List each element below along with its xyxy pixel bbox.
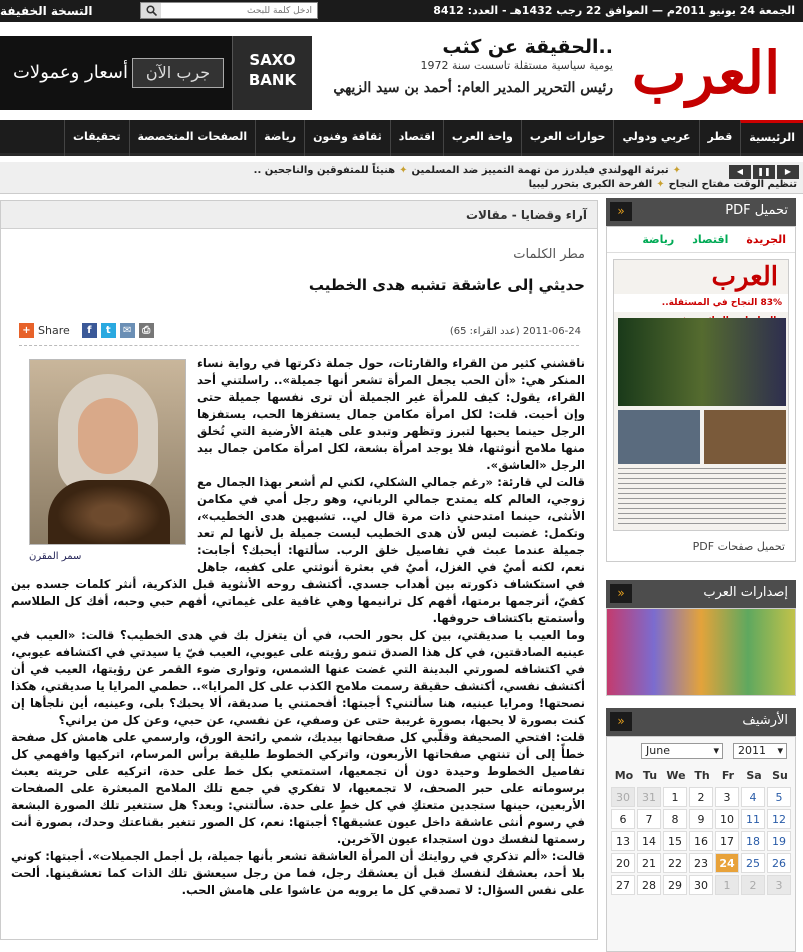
month-value: June [646, 744, 670, 757]
nav-item-oasis[interactable]: واحة العرب [443, 120, 521, 156]
ticker-controls [729, 165, 799, 179]
calendar-day[interactable]: 28 [637, 875, 661, 895]
article-toolbar [19, 323, 581, 341]
search-input[interactable] [161, 3, 316, 18]
calendar-day[interactable]: 26 [767, 853, 791, 873]
read-count: (عدد القراء: 65) [449, 326, 520, 337]
share-button[interactable]: Share [38, 324, 70, 337]
breadcrumb[interactable]: آراء وقضايا - مقالات [1, 201, 597, 229]
share-tools [19, 323, 154, 338]
chevron-down-icon: ▾ [777, 744, 783, 757]
ticker-pause-icon[interactable]: ❚❚ [753, 165, 775, 179]
day-of-week-label: Th [694, 769, 710, 782]
calendar-day[interactable]: 30 [611, 787, 635, 807]
archive-header [606, 708, 796, 736]
calendar-day[interactable]: 14 [637, 831, 661, 851]
arrow-icon[interactable]: « [610, 584, 632, 603]
article-title: حديثي إلى عاشقة تشبه هدى الخطيب [308, 276, 585, 294]
paper-headline: 83% النجاح في المستقلة.. [614, 294, 788, 312]
share-plus-icon[interactable]: + [19, 323, 34, 338]
article-paragraph: قالت: «ألم تذكري في روايتك أن المرأة العاشقة تشعر بأنها جميلة، بل أجمل الجميلات». أجبتها: كوني بلا أحد، بعشقك لنفسك قبل أن يعشقك رجل، فما من رجل سيعشق تلك الذات كما تعشقينها. ألحت على نفس السؤال: لا تصدقي كل ما يرويه من عاشوا على هامش الحب. [11, 849, 585, 897]
sidebar [606, 198, 796, 940]
pdf-tabs [607, 227, 795, 253]
calendar-day[interactable]: 15 [663, 831, 687, 851]
site-header [0, 22, 803, 120]
print-icon[interactable]: ⎙ [139, 323, 154, 338]
article-info [450, 326, 581, 337]
nav-item-economy[interactable]: اقتصاد [390, 120, 443, 156]
calendar-day[interactable]: 27 [611, 875, 635, 895]
arrow-icon[interactable]: « [610, 712, 632, 731]
star-icon: ✦ [399, 165, 408, 176]
calendar-day[interactable]: 2 [689, 787, 713, 807]
calendar-day[interactable]: 24 [715, 853, 739, 873]
ticker-row [254, 165, 685, 177]
article-paragraph: ناقشني كثير من القراء والقارئات، حول جملة ذكرتها في رواية نساء المنكر هي: «أن الحب يجعل المرأة تشعر أنها جميلة».. راسلتني أحد القراء، يقول: كيف للمرأة غير الجميلة أن ترى نفسها جميلة حتى وإن أحبت. قلت: لكل امرأة مكامن جمال يستفزها الحب، يستفزها الرجل حينما يحبها لتبرز وتظهر وتبدو على هيئة الأرضية التي تُخلق منها ملامح أنوثتها، فلا يوجد امرأة بشعة، لكل امرأة مكامن جمال بيد الرجل «العاشق». [197, 356, 585, 472]
day-of-week-label: Sa [746, 769, 762, 782]
day-of-week-label: Su [772, 769, 788, 782]
calendar-day[interactable]: 13 [611, 831, 635, 851]
day-of-week-label: Tu [642, 769, 658, 782]
calendar-day[interactable]: 8 [663, 809, 687, 829]
article-date: 2011-06-24 [522, 326, 581, 337]
nav-item-sports[interactable]: رياضة [255, 120, 304, 156]
article-body [11, 355, 585, 899]
calendar-day[interactable]: 20 [611, 853, 635, 873]
calendar-day[interactable]: 9 [689, 809, 713, 829]
paper-masthead: العرب [711, 262, 778, 292]
calendar-day[interactable]: 23 [689, 853, 713, 873]
ticker-prev-icon[interactable]: ◀ [729, 165, 751, 179]
calendar-grid [611, 787, 793, 895]
article-paragraph: قلت: افتحي الصحيفة وقلّبي كل صفحاتها بيديك، شمي رائحة الورق، وارسمي على هامش كل صفحة خطأً إلى أن تنتهي صفحاتها الأربعون، واتركي الخطوط طليقة برأس المرسام، اتركيها وافهمي كل تفاصيل الخطوط وحيدة دون أن تجمعيها، استمتعي بكل خط على حدة، اتركيه على حريته يعبث برسوماته على حبر الصحف، لا تجمعيها، لا تفكري في جمع تلك الملامح المبعثرة على الصفحات الأربعين، حينها ستجدين متعتكِ في كل خطٍ على حدة. سألتني: وبعد؟ هل ستتغير تلك الصورة البشعة في رسوم أنثى عاشقة داخل عيون عشيقها؟ أجبتها: نعم، كل الصور تتغير بقناعتك وحدك، بصورة أنت رسمتها لنفسك دون استجداء عيون الآخرين. [11, 730, 585, 846]
search-icon[interactable] [141, 3, 161, 18]
calendar-day[interactable]: 16 [689, 831, 713, 851]
chevron-down-icon: ▾ [713, 744, 719, 757]
calendar-day[interactable]: 12 [767, 809, 791, 829]
calendar-day[interactable]: 6 [611, 809, 635, 829]
nav-item-arab-intl[interactable]: عربي ودولي [613, 120, 698, 156]
archive-calendar [606, 736, 796, 952]
nav-item-home[interactable]: الرئيسية [740, 120, 803, 156]
tab-economy[interactable]: اقتصاد [692, 233, 729, 246]
ticker-item[interactable]: تبرئة الهولندي فيلدرز من تهمة التمييز ضد المسلمين [411, 165, 669, 176]
editor-line: رئيس التحرير المدير العام: أحمد بن سيد الزيهي [333, 80, 613, 96]
ticker-row [529, 179, 797, 191]
issues-covers[interactable] [606, 608, 796, 696]
calendar-day[interactable]: 1 [663, 787, 687, 807]
issues-title: إصدارات العرب [703, 585, 788, 600]
pdf-title: تحميل PDF [725, 203, 788, 218]
tab-newspaper[interactable]: الجريدة [746, 233, 786, 246]
ad-text: أسعار وعمولات [12, 62, 128, 83]
light-version-link[interactable]: التسخة الخفيفة [0, 4, 93, 18]
ticker-item[interactable]: الفرحة الكبرى بتحرر ليبيا [528, 179, 653, 190]
news-ticker [0, 162, 803, 194]
nav-item-culture[interactable]: ثقافة وفنون [304, 120, 390, 156]
author-name[interactable]: سمر المقرن [29, 551, 82, 562]
article-panel [0, 200, 598, 940]
nav-item-investigations[interactable]: تحقيقات [64, 120, 129, 156]
archive-title: الأرشيف [742, 713, 788, 728]
star-icon: ✦ [672, 165, 681, 176]
year-value: 2011 [738, 744, 766, 757]
article-paragraph: وما العيب يا صديقتي، بين كل بحور الحب، في أن يتغزل بك في هدى الخطيب؟ قالت: «العيب في عينيه الصادقتين، في كل هذا الصدق تنمو رؤيته على عيوبي، العيب فيّ يا سيدتي في اكتشافه عيوبي، في اكتشافه لصورتي البدينة التي غضت عنها الشمس، وتوارى ضوء القمر عن رؤيتها، العيب في أن أكتشف نفسي، أكتشف حقيقة رسمت ملامح الكذب على كل المرايا».. حطمي المرايا يا صديقتي، هكذا نصحتها! ومرايا عينيه، هنا سألتني؟ أجبتها: أفحمتني يا صديقة، ألا يحبك؟ بلى، وعينيه، أين نلجأها إن كنت بصورة لا يحبها، بصورة غريبة حتى عن وصفي، عن نفسي، عن حبي، وعن كل من يراني؟ [11, 628, 585, 727]
ad-brand: SAXO BANK [232, 36, 312, 110]
nav-item-interviews[interactable]: حوارات العرب [521, 120, 614, 156]
calendar-day[interactable]: 18 [741, 831, 765, 851]
calendar-day[interactable]: 22 [663, 853, 687, 873]
ticker-item[interactable]: هنيئاً للمتفوقين والناجحين .. [253, 165, 396, 176]
calendar-day[interactable]: 10 [715, 809, 739, 829]
tagline: ..الحقيقة عن كثب [442, 36, 613, 58]
facebook-icon[interactable]: f [82, 323, 97, 338]
arrow-icon[interactable]: « [610, 202, 632, 221]
pdf-box [606, 226, 796, 562]
newspaper-thumbnail[interactable] [613, 259, 789, 531]
ticker-next-icon[interactable]: ▶ [777, 165, 799, 179]
calendar-day[interactable]: 30 [689, 875, 713, 895]
email-icon[interactable]: ✉ [120, 323, 135, 338]
star-icon: ✦ [656, 179, 665, 190]
divider [19, 345, 579, 346]
article-paragraph: قالت لي قارئة: «رغم جمالي الشكلي، لكني لم أشعر بهذا الجمال مع زوجي، العالم كله يمتدح جمالي الرباني، وهو رجل أمي في مكامن الأنثى، حينما امتدحني ذات مرة قال لي.. تشبهين هدى الخطيب»، وتكمل: غضبت ليس لأن هدى الخطيب ليست جميلة بل لأنها لم تعد جميلة عندما عبث في تفاصيل خلق الرب. سألتها: أيحبك؟ أجابت: نعم، لكنه أميٌ في الغزل، أميٌ في بعثرة أنوثتي على كفيه، جاهل في استكشاف ذكورته بين أهداب جسدي. أكتشف روحه الأنثوية قبل الذكرية، أنثر كلمات جسده بين كفيّ، أترجمها برمتها، أفهم كل ترانيمها وهي غافية على غيماتي، أفهم حبي وحبه، أفك كل الطلاسم وأستمتع باكتشاف حروفها. [11, 475, 585, 625]
calendar-day[interactable]: 2 [741, 875, 765, 895]
pdf-header [606, 198, 796, 226]
tagline-block [333, 36, 613, 96]
twitter-icon[interactable]: t [101, 323, 116, 338]
calendar-day[interactable]: 7 [637, 809, 661, 829]
issues-header [606, 580, 796, 608]
day-of-week-label: We [666, 769, 686, 782]
calendar-day[interactable]: 1 [715, 875, 739, 895]
site-logo[interactable]: العرب [631, 39, 781, 107]
calendar-day[interactable]: 21 [637, 853, 661, 873]
day-of-week-label: Fr [721, 769, 735, 782]
calendar-day[interactable]: 11 [741, 809, 765, 829]
ad-try-button[interactable]: جرب الآن [132, 58, 224, 88]
issue-date: الجمعة 24 يونيو 2011م — الموافق 22 رجب 1432هـ - العدد: 8412 [433, 4, 795, 17]
main-nav [0, 120, 803, 156]
top-bar [0, 0, 803, 22]
calendar-day[interactable]: 3 [767, 875, 791, 895]
calendar-day[interactable]: 17 [715, 831, 739, 851]
tab-sports[interactable]: رياضة [642, 233, 675, 246]
pdf-download-link[interactable]: تحميل صفحات PDF [692, 540, 785, 553]
calendar-day[interactable]: 25 [741, 853, 765, 873]
month-select[interactable] [641, 743, 723, 759]
column-name: مطر الكلمات [513, 247, 585, 262]
days-of-week [611, 769, 793, 782]
day-of-week-label: Mo [614, 769, 634, 782]
nav-item-qatar[interactable]: قطر [699, 120, 741, 156]
banner-ad[interactable] [0, 36, 312, 110]
search-box [140, 2, 318, 19]
ticker-item[interactable]: تنظيم الوقت مفتاح النجاح [668, 179, 797, 190]
calendar-day[interactable]: 31 [637, 787, 661, 807]
calendar-day[interactable]: 5 [767, 787, 791, 807]
calendar-day[interactable]: 19 [767, 831, 791, 851]
subtitle: يومية سياسية مستقلة تاسست سنة 1972 [420, 59, 613, 72]
calendar-day[interactable]: 4 [741, 787, 765, 807]
calendar-day[interactable]: 3 [715, 787, 739, 807]
calendar-day[interactable]: 29 [663, 875, 687, 895]
year-select[interactable] [733, 743, 787, 759]
nav-item-special-pages[interactable]: الصفحات المتخصصة [129, 120, 256, 156]
